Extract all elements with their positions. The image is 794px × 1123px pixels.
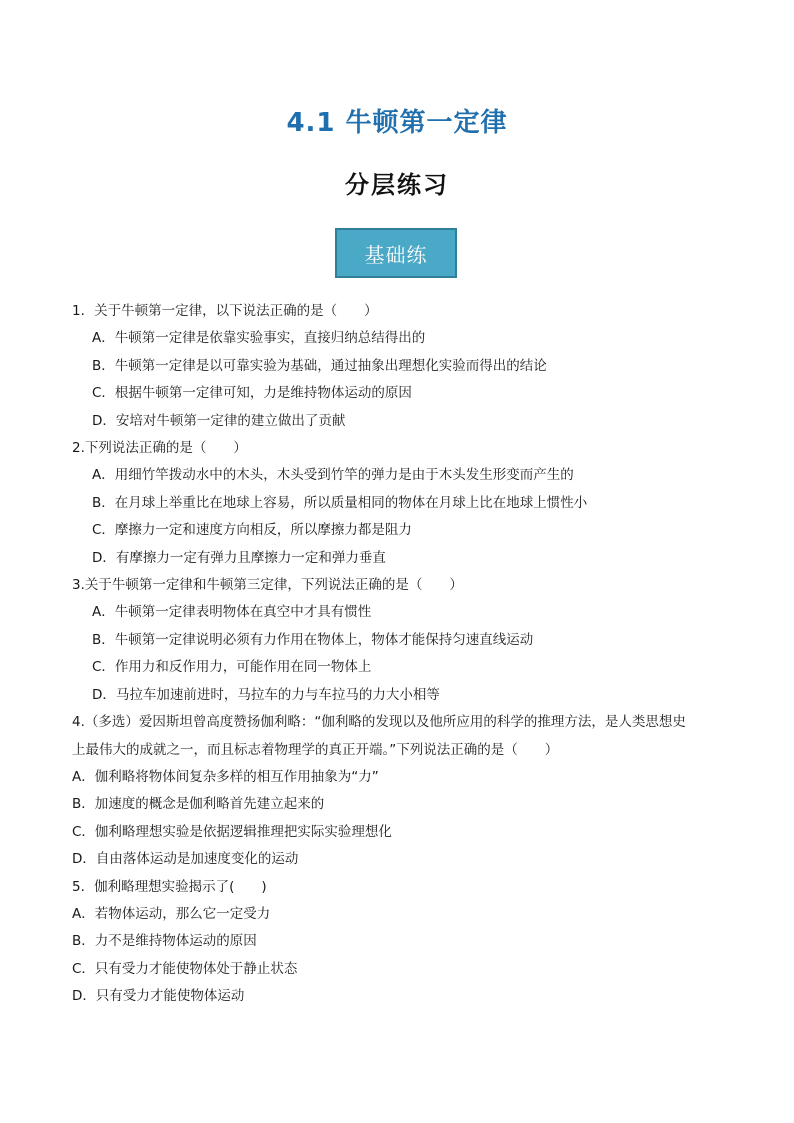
question-4-option-b: B．加速度的概念是伽利略首先建立起来的 xyxy=(72,796,325,813)
question-1-stem: 1．关于牛顿第一定律，以下说法正确的是（ ） xyxy=(72,303,378,319)
question-4-stem-line-2: 上最伟大的成就之一，而且标志着物理学的真正开端。”下列说法正确的是（ ） xyxy=(72,741,559,758)
question-5-stem: 5．伽利略理想实验揭示了( ) xyxy=(72,878,267,895)
question-3-option-b: B．牛顿第一定律说明必须有力作用在物体上，物体才能保持匀速直线运动 xyxy=(92,631,534,648)
question-1-option-d: D．安培对牛顿第一定律的建立做出了贡献 xyxy=(92,412,346,429)
page-title: 4.1 牛顿第一定律 xyxy=(286,108,508,138)
question-4-option-d: D．自由落体运动是加速度变化的运动 xyxy=(72,851,299,868)
question-3-option-d: D．马拉车加速前进时，马拉车的力与车拉马的力大小相等 xyxy=(92,686,440,703)
question-3-option-a: A．牛顿第一定律表明物体在真空中才具有惯性 xyxy=(92,604,372,621)
question-2-option-d: D．有摩擦力一定有弹力且摩擦力一定和弹力垂直 xyxy=(92,549,386,566)
question-3-stem: 3.关于牛顿第一定律和牛顿第三定律，下列说法正确的是（ ） xyxy=(72,577,463,594)
page-subtitle: 分层练习 xyxy=(345,171,449,199)
question-4-stem-line-1: 4.（多选）爱因斯坦曾高度赞扬伽利略：“伽利略的发现以及他所应用的科学的推理方法，是人类思想史 xyxy=(72,714,686,731)
question-3-option-c: C．作用力和反作用力，可能作用在同一物体上 xyxy=(92,659,372,676)
question-list xyxy=(72,298,732,1011)
question-2-option-c: C．摩擦力一定和速度方向相反，所以摩擦力都是阻力 xyxy=(92,522,412,539)
question-5-option-c: C．只有受力才能使物体处于静止状态 xyxy=(72,960,298,977)
question-4-option-c: C．伽利略理想实验是依据逻辑推理把实际实验理想化 xyxy=(72,823,392,840)
section-badge: 基础练 xyxy=(335,228,457,278)
question-1-option-b: B．牛顿第一定律是以可靠实验为基础，通过抽象出理想化实验而得出的结论 xyxy=(92,357,547,374)
question-2-option-a: A．用细竹竿拨动水中的木头，木头受到竹竿的弹力是由于木头发生形变而产生的 xyxy=(92,467,574,484)
question-5-option-b: B．力不是维持物体运动的原因 xyxy=(72,933,257,950)
question-2-stem: 2.下列说法正确的是（ ） xyxy=(72,440,247,457)
question-4-option-a: A．伽利略将物体间复杂多样的相互作用抽象为“力” xyxy=(72,768,379,785)
question-5-option-a: A．若物体运动，那么它一定受力 xyxy=(72,905,271,922)
question-5-option-d: D．只有受力才能使物体运动 xyxy=(72,988,245,1005)
question-1-option-a: A．牛顿第一定律是依靠实验事实，直接归纳总结得出的 xyxy=(92,330,426,347)
question-1-option-c: C．根据牛顿第一定律可知，力是维持物体运动的原因 xyxy=(92,385,412,402)
question-2-option-b: B．在月球上举重比在地球上容易，所以质量相同的物体在月球上比在地球上惯性小 xyxy=(92,494,588,511)
